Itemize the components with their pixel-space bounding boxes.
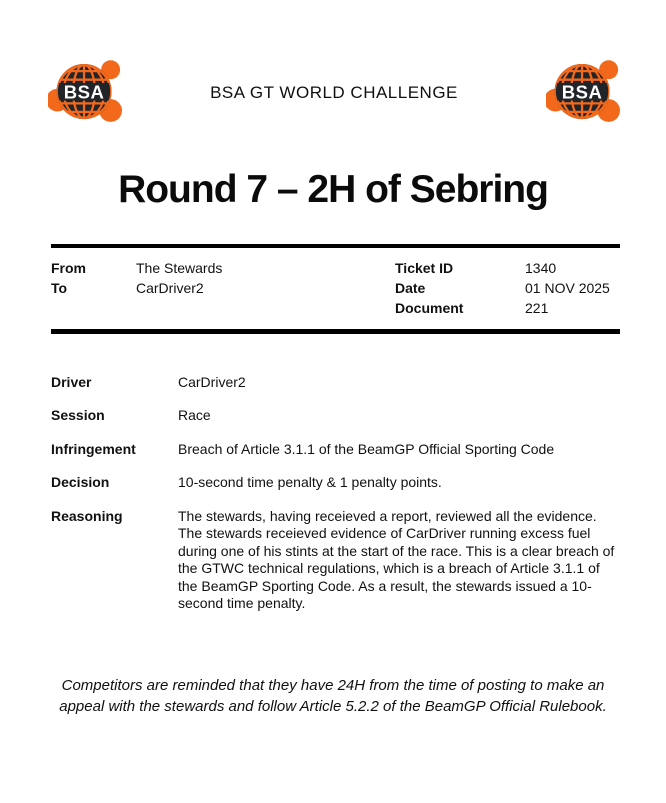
divider-bottom: [51, 329, 620, 334]
logo-text: BSA: [63, 81, 105, 103]
field-label: Infringement: [51, 440, 136, 457]
field-value: CarDriver2: [178, 373, 246, 390]
page-title: Round 7 – 2H of Sebring: [118, 168, 548, 211]
meta-value: The Stewards: [136, 260, 223, 277]
meta-row-date: [395, 278, 620, 298]
meta-row-ticket-id: [395, 258, 620, 278]
meta-label: Date: [395, 280, 426, 297]
meta-row-document: [395, 298, 620, 318]
field-row-decision: [51, 474, 620, 492]
meta-value: 1340: [525, 260, 557, 277]
meta-left-column: [51, 258, 222, 318]
field-row-reasoning: [51, 508, 620, 613]
field-label: Session: [51, 407, 105, 424]
field-value: The stewards, having receieved a report, reviewed all the evidence. The stewards receieved evidence of CarDriver running excess fuel during one of his stints at the start of the race. This is a clear breach of the GTWC technical regulations, which is a breach of Article 3.1.1 of the BeamGP Sporting Code. As a result, the stewards issued a 10-second time penalty.: [178, 507, 615, 612]
meta-label: To: [51, 280, 68, 297]
meta-label: Document: [395, 300, 464, 317]
field-label: Decision: [51, 474, 110, 491]
meta-label: From: [51, 260, 86, 277]
document-header: [0, 0, 666, 128]
appeal-notice: Competitors are reminded that they have 24H from the time of posting to make an appeal with the stewards and follow Article 5.2.2 of the BeamGP Official Rulebook.: [59, 676, 607, 716]
field-value: Breach of Article 3.1.1 of the BeamGP Official Sporting Code: [178, 440, 555, 457]
field-row-session: [51, 407, 620, 425]
series-title: BSA GT WORLD CHALLENGE: [210, 82, 458, 102]
logo-text: BSA: [561, 81, 603, 103]
meta-value: 221: [525, 300, 549, 317]
field-row-infringement: [51, 441, 620, 459]
decision-fields: [51, 374, 620, 613]
meta-section: [51, 248, 620, 329]
meta-right-column: [395, 258, 620, 318]
bsa-globe-logo-right: [546, 57, 620, 128]
field-value: Race: [178, 407, 211, 424]
meta-row-to: [51, 278, 222, 298]
field-label: Reasoning: [51, 507, 123, 524]
field-label: Driver: [51, 373, 92, 390]
meta-value: CarDriver2: [136, 280, 204, 297]
bsa-globe-logo-left: [48, 57, 122, 128]
meta-row-from: [51, 258, 222, 278]
field-value: 10-second time penalty & 1 penalty points.: [178, 474, 442, 491]
field-row-driver: [51, 374, 620, 392]
meta-value: 01 NOV 2025: [525, 280, 610, 297]
meta-label: Ticket ID: [395, 260, 454, 277]
